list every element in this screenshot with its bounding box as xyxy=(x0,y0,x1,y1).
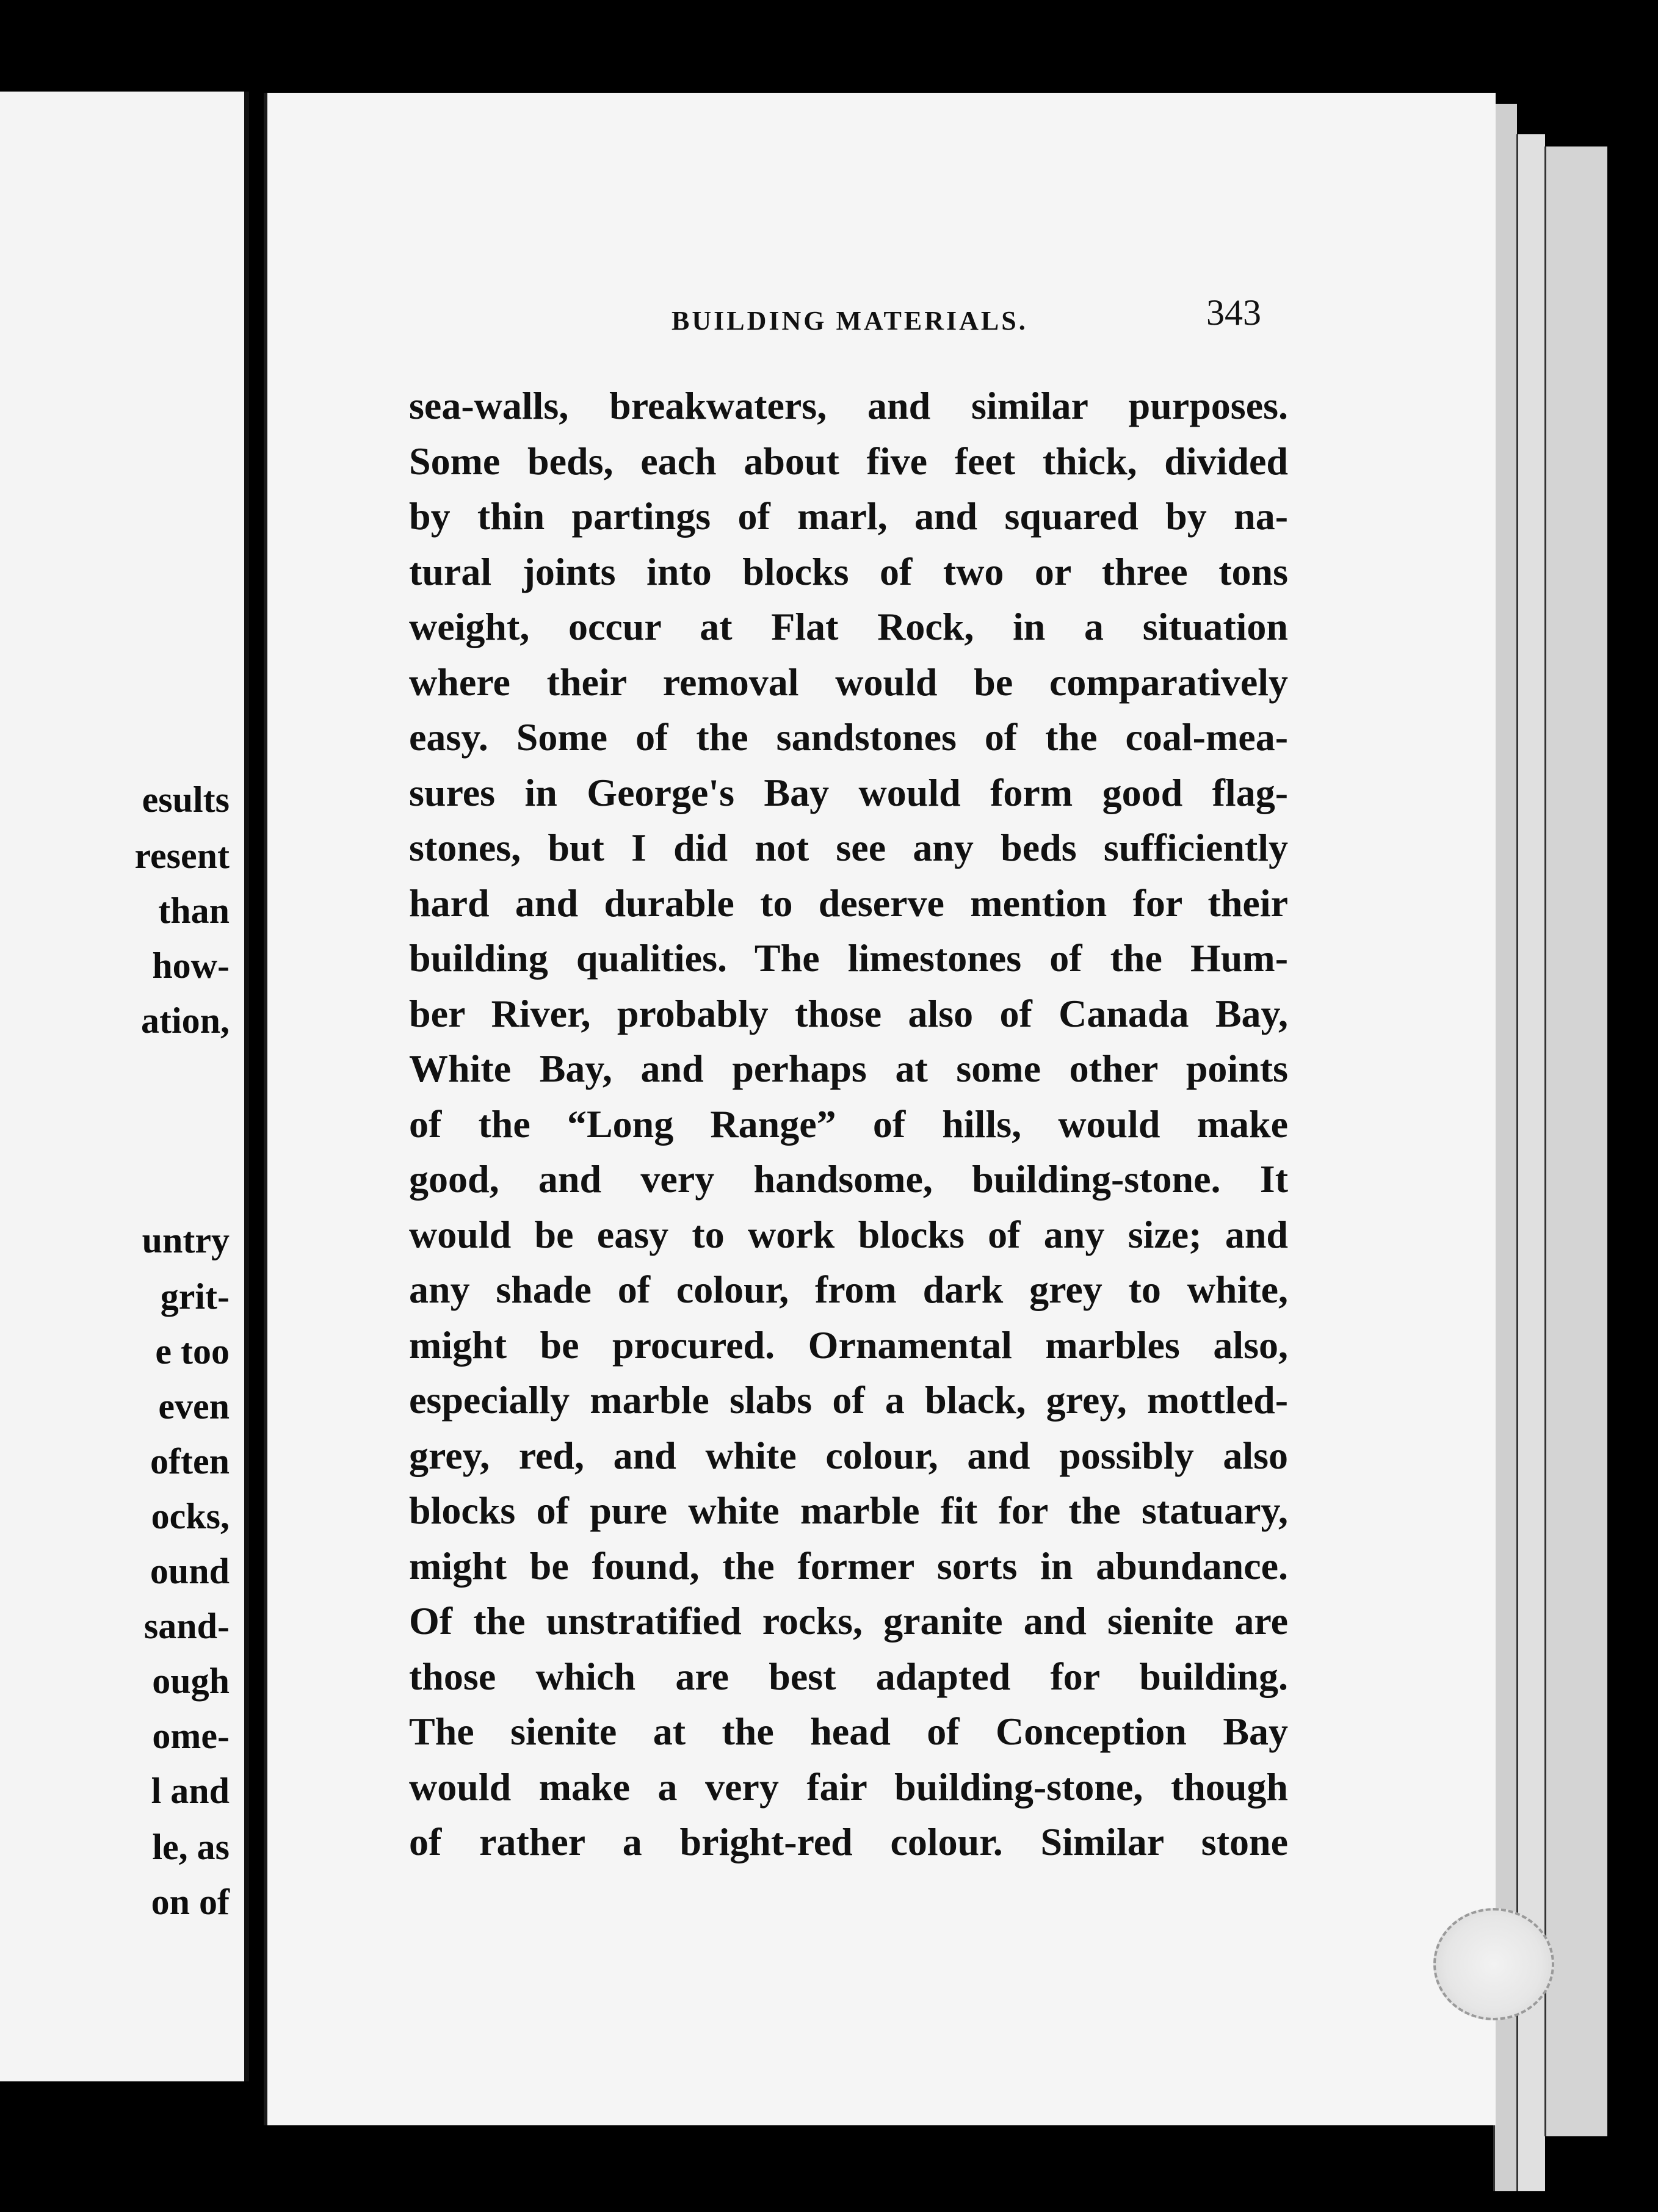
previous-page-line: often xyxy=(150,1441,230,1481)
text-line: those which are best adapted for building. xyxy=(409,1654,1288,1698)
text-line: by thin partings of marl, and squared by na- xyxy=(409,494,1288,538)
previous-page-line: grit- xyxy=(160,1276,230,1317)
text-line: of rather a bright-red colour. Similar stone xyxy=(409,1820,1288,1863)
previous-page-line: le, as xyxy=(152,1827,230,1867)
previous-page-line: even xyxy=(158,1386,230,1426)
page-edge xyxy=(1493,104,1517,2191)
text-line: weight, occur at Flat Rock, in a situation xyxy=(409,605,1288,648)
text-line: stones, but I did not see any beds sufficiently xyxy=(409,826,1288,869)
text-line: would make a very fair building-stone, though xyxy=(409,1765,1288,1809)
text-line: The sienite at the head of Conception Bay xyxy=(409,1710,1288,1753)
paper-stain xyxy=(1433,1908,1554,2020)
previous-page-line: untry xyxy=(142,1220,230,1260)
previous-page-line: on of xyxy=(151,1882,230,1922)
previous-page-line: ough xyxy=(152,1661,230,1701)
previous-page-line: e too xyxy=(155,1331,230,1372)
text-line: hard and durable to deserve mention for their xyxy=(409,881,1288,925)
text-line: blocks of pure white marble fit for the statuary, xyxy=(409,1489,1288,1532)
page-body-text xyxy=(409,378,1288,1870)
previous-page-line: esults xyxy=(142,779,230,820)
page-number: 343 xyxy=(1206,292,1261,333)
page-edge xyxy=(1544,146,1607,2136)
text-line: especially marble slabs of a black, grey, mottled- xyxy=(409,1378,1288,1422)
text-line: might be found, the former sorts in abundance. xyxy=(409,1544,1288,1588)
text-line: Some beds, each about five feet thick, divided xyxy=(409,439,1288,483)
text-line: any shade of colour, from dark grey to white, xyxy=(409,1268,1288,1311)
text-line: sures in George's Bay would form good flag- xyxy=(409,770,1288,814)
text-line: ber River, probably those also of Canada Bay, xyxy=(409,991,1288,1035)
text-line: sea-walls, breakwaters, and similar purposes. xyxy=(409,384,1288,427)
text-line: might be procured. Ornamental marbles also, xyxy=(409,1323,1288,1367)
text-line: building qualities. The limestones of the Hum- xyxy=(409,936,1288,980)
text-line: good, and very handsome, building-stone. It xyxy=(409,1157,1288,1201)
text-line: grey, red, and white colour, and possibly also xyxy=(409,1433,1288,1477)
previous-page-line: sand- xyxy=(143,1606,230,1646)
text-line: would be easy to work blocks of any size; and xyxy=(409,1212,1288,1256)
page-edge xyxy=(1516,134,1545,2191)
text-line: tural joints into blocks of two or three tons xyxy=(409,549,1288,593)
previous-page xyxy=(0,92,249,2081)
previous-page-line: ound xyxy=(150,1551,230,1591)
previous-page-line: how- xyxy=(152,945,230,986)
previous-page-line: ome- xyxy=(152,1716,230,1756)
previous-page-line: resent xyxy=(134,836,230,876)
text-line: of the “Long Range” of hills, would make xyxy=(409,1102,1288,1146)
text-line: Of the unstratified rocks, granite and sienite are xyxy=(409,1599,1288,1643)
text-line: where their removal would be comparatively xyxy=(409,660,1288,704)
text-line: easy. Some of the sandstones of the coal-mea- xyxy=(409,715,1288,759)
previous-page-line: ocks, xyxy=(151,1496,230,1536)
previous-page-line: l and xyxy=(151,1771,230,1811)
previous-page-line: ation, xyxy=(140,1000,230,1041)
running-head: BUILDING MATERIALS. xyxy=(672,306,1028,336)
previous-page-line: than xyxy=(158,891,230,931)
text-line: White Bay, and perhaps at some other points xyxy=(409,1047,1288,1090)
